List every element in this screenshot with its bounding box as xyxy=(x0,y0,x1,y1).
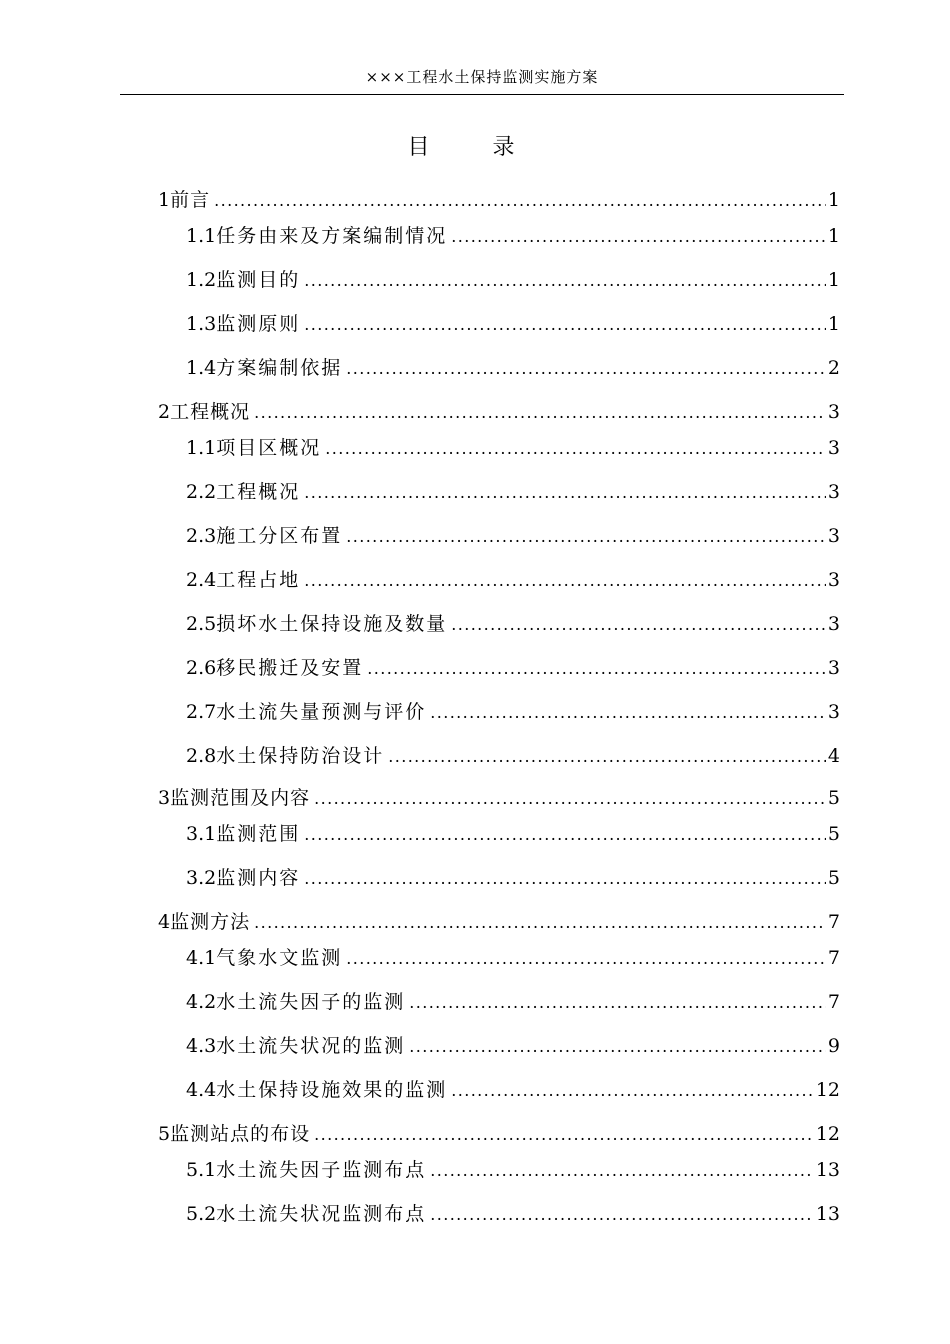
toc-entry-page: 12 xyxy=(815,1123,840,1145)
toc-entry-page: 3 xyxy=(827,525,840,547)
toc-entry-number: 1.4 xyxy=(186,357,217,379)
toc-section-entry[interactable] xyxy=(186,820,840,848)
toc-section-entry[interactable] xyxy=(186,434,840,462)
toc-entry-label: 监测方法 xyxy=(170,911,251,933)
toc-entry-label: 监测范围 xyxy=(216,823,301,845)
toc-entry-label: 工程占地 xyxy=(216,569,301,591)
toc-dot-leader xyxy=(325,435,826,463)
toc-dot-leader xyxy=(409,989,826,1017)
toc-entry-page: 3 xyxy=(827,701,840,723)
toc-entry-number: 1 xyxy=(158,189,171,211)
toc-entry-label: 水土流失量预测与评价 xyxy=(216,701,427,723)
toc-section-entry[interactable] xyxy=(186,610,840,638)
toc-entry-label: 项目区概况 xyxy=(216,437,322,459)
toc-section-entry[interactable] xyxy=(186,310,840,338)
toc-entry-page: 1 xyxy=(827,189,840,211)
toc-entry-page: 3 xyxy=(827,401,840,423)
toc-entry-page: 1 xyxy=(827,313,840,335)
toc-entry-number: 3.1 xyxy=(186,823,217,845)
toc-entry-page: 1 xyxy=(827,269,840,291)
toc-chapter-entry[interactable] xyxy=(158,908,840,936)
toc-section-entry[interactable] xyxy=(186,654,840,682)
toc-dot-leader xyxy=(314,1121,814,1149)
toc-section-entry[interactable] xyxy=(186,944,840,972)
toc-entry-label: 水土流失因子监测布点 xyxy=(216,1159,427,1181)
toc-entry-page: 3 xyxy=(827,613,840,635)
toc-entry-label: 监测原则 xyxy=(216,313,301,335)
toc-entry-number: 3 xyxy=(158,787,171,809)
toc-section-entry[interactable] xyxy=(186,1076,840,1104)
toc-dot-leader xyxy=(346,523,826,551)
toc-entry-number: 1.1 xyxy=(186,225,217,247)
toc-entry-label: 气象水文监测 xyxy=(216,947,343,969)
toc-dot-leader xyxy=(304,311,826,339)
toc-dot-leader xyxy=(430,1201,814,1229)
toc-entry-number: 2.3 xyxy=(186,525,217,547)
toc-entry-page: 9 xyxy=(827,1035,840,1057)
toc-dot-leader xyxy=(314,785,826,813)
toc-dot-leader xyxy=(214,187,826,215)
running-header: ×××工程水土保持监测实施方案 xyxy=(365,68,599,86)
toc-dot-leader xyxy=(254,399,826,427)
toc-title: 目 录 xyxy=(407,135,543,160)
toc-entry-number: 2.8 xyxy=(186,745,217,767)
toc-section-entry[interactable] xyxy=(186,1032,840,1060)
toc-entry-label: 方案编制依据 xyxy=(216,357,343,379)
header-rule xyxy=(120,94,844,95)
toc-section-entry[interactable] xyxy=(186,988,840,1016)
toc-entry-number: 4 xyxy=(158,911,171,933)
toc-dot-leader xyxy=(304,267,826,295)
toc-dot-leader xyxy=(254,909,826,937)
toc-entry-page: 5 xyxy=(827,823,840,845)
toc-entry-page: 12 xyxy=(815,1079,840,1101)
toc-dot-leader xyxy=(409,1033,826,1061)
toc-entry-label: 监测范围及内容 xyxy=(170,787,311,809)
toc-entry-page: 13 xyxy=(815,1159,840,1181)
toc-entry-page: 7 xyxy=(827,991,840,1013)
toc-entry-page: 3 xyxy=(827,481,840,503)
toc-section-entry[interactable] xyxy=(186,1156,840,1184)
toc-entry-page: 13 xyxy=(815,1203,840,1225)
toc-dot-leader xyxy=(346,355,826,383)
toc-chapter-entry[interactable] xyxy=(158,186,840,214)
toc-entry-label: 水土保持设施效果的监测 xyxy=(216,1079,448,1101)
toc-dot-leader xyxy=(304,479,826,507)
toc-section-entry[interactable] xyxy=(186,742,840,770)
toc-section-entry[interactable] xyxy=(186,354,840,382)
toc-entry-page: 1 xyxy=(827,225,840,247)
toc-entry-label: 前言 xyxy=(170,189,211,211)
toc-entry-number: 2.6 xyxy=(186,657,217,679)
toc-entry-page: 7 xyxy=(827,947,840,969)
toc-entry-label: 水土流失因子的监测 xyxy=(216,991,406,1013)
toc-entry-page: 3 xyxy=(827,437,840,459)
toc-entry-page: 5 xyxy=(827,867,840,889)
toc-dot-leader xyxy=(367,655,826,683)
toc-entry-label: 损坏水土保持设施及数量 xyxy=(216,613,448,635)
toc-entry-number: 1.1 xyxy=(186,437,217,459)
toc-entry-number: 1.3 xyxy=(186,313,217,335)
toc-entry-number: 4.1 xyxy=(186,947,217,969)
toc-entry-label: 施工分区布置 xyxy=(216,525,343,547)
toc-section-entry[interactable] xyxy=(186,522,840,550)
toc-entry-number: 1.2 xyxy=(186,269,217,291)
toc-dot-leader xyxy=(451,1077,814,1105)
toc-entry-number: 2.4 xyxy=(186,569,217,591)
toc-entry-label: 监测内容 xyxy=(216,867,301,889)
toc-entry-label: 水土流失状况的监测 xyxy=(216,1035,406,1057)
toc-entry-page: 2 xyxy=(827,357,840,379)
toc-section-entry[interactable] xyxy=(186,478,840,506)
toc-section-entry[interactable] xyxy=(186,566,840,594)
toc-entry-label: 工程概况 xyxy=(170,401,251,423)
toc-section-entry[interactable] xyxy=(186,266,840,294)
toc-section-entry[interactable] xyxy=(186,1200,840,1228)
toc-dot-leader xyxy=(304,821,826,849)
toc-entry-number: 2.2 xyxy=(186,481,217,503)
toc-entry-page: 4 xyxy=(827,745,840,767)
toc-entry-number: 4.3 xyxy=(186,1035,217,1057)
toc-section-entry[interactable] xyxy=(186,222,840,250)
toc-entry-label: 任务由来及方案编制情况 xyxy=(216,225,448,247)
toc-entry-page: 3 xyxy=(827,657,840,679)
toc-entry-number: 4.2 xyxy=(186,991,217,1013)
toc-entry-label: 监测站点的布设 xyxy=(170,1123,311,1145)
toc-entry-label: 监测目的 xyxy=(216,269,301,291)
toc-section-entry[interactable] xyxy=(186,698,840,726)
toc-dot-leader xyxy=(451,611,826,639)
toc-entry-number: 4.4 xyxy=(186,1079,217,1101)
toc-chapter-entry[interactable] xyxy=(158,784,840,812)
toc-entry-number: 5.1 xyxy=(186,1159,217,1181)
toc-dot-leader xyxy=(430,1157,814,1185)
toc-entry-number: 3.2 xyxy=(186,867,217,889)
toc-dot-leader xyxy=(451,223,826,251)
toc-entry-page: 7 xyxy=(827,911,840,933)
toc-chapter-entry[interactable] xyxy=(158,1120,840,1148)
toc-entry-label: 水土流失状况监测布点 xyxy=(216,1203,427,1225)
toc-entry-number: 5 xyxy=(158,1123,171,1145)
toc-entry-number: 2.7 xyxy=(186,701,217,723)
toc-entry-label: 工程概况 xyxy=(216,481,301,503)
toc-dot-leader xyxy=(304,865,826,893)
toc-entry-page: 5 xyxy=(827,787,840,809)
toc-entry-page: 3 xyxy=(827,569,840,591)
toc-chapter-entry[interactable] xyxy=(158,398,840,426)
toc-entry-number: 2.5 xyxy=(186,613,217,635)
toc-dot-leader xyxy=(430,699,826,727)
toc-entry-number: 2 xyxy=(158,401,171,423)
toc-dot-leader xyxy=(346,945,826,973)
toc-section-entry[interactable] xyxy=(186,864,840,892)
toc-dot-leader xyxy=(388,743,826,771)
toc-entry-label: 移民搬迁及安置 xyxy=(216,657,364,679)
toc-entry-label: 水土保持防治设计 xyxy=(216,745,385,767)
toc-dot-leader xyxy=(304,567,826,595)
toc-entry-number: 5.2 xyxy=(186,1203,217,1225)
